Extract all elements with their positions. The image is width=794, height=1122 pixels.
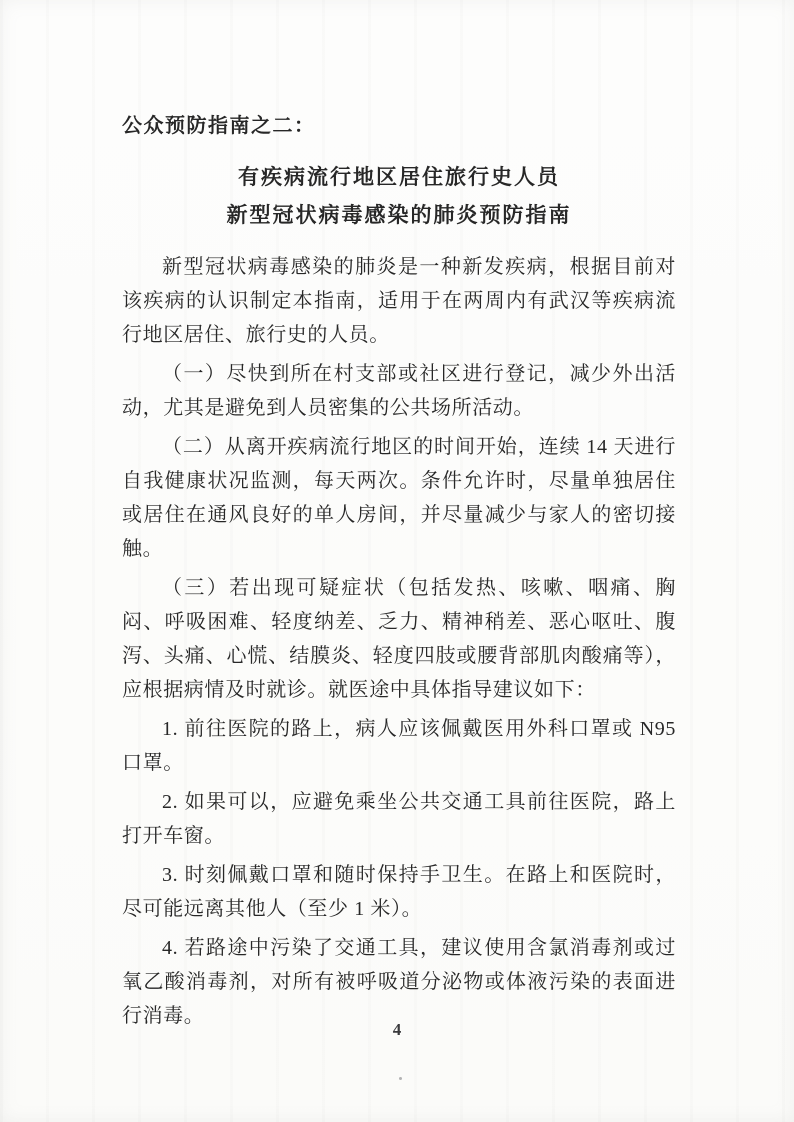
paragraph-advice-3: 3. 时刻佩戴口罩和随时保持手卫生。在路上和医院时，尽可能远离其他人（至少 1 米）。 [122,864,676,920]
page-number: 4 [392,1020,402,1039]
title-line-2: 新型冠状病毒感染的肺炎预防指南 [226,203,572,227]
paragraph-advice-1: 1. 前往医院的路上，病人应该佩戴医用外科口罩或 N95 口罩。 [122,718,676,774]
paragraph-advice-2: 2. 如果可以，应避免乘坐公共交通工具前往医院，路上打开车窗。 [122,791,676,847]
paragraph-advice-4: 4. 若路途中污染了交通工具，建议使用含氯消毒剂或过氧乙酸消毒剂，对所有被呼吸道分泌物或体液污染的表面进行消毒。 [122,937,676,1027]
document-content [122,112,676,1038]
paragraph-item-2: （二）从离开疾病流行地区的时间开始，连续 14 天进行自我健康状况监测，每天两次。条件允许时，尽量单独居住或居住在通风良好的单人房间，并尽量减少与家人的密切接触。 [122,436,676,560]
paragraph-intro: 新型冠状病毒感染的肺炎是一种新发疾病，根据目前对该疾病的认识制定本指南，适用于在两周内有武汉等疾病流行地区居住、旅行史的人员。 [122,256,676,346]
document-title [122,158,676,234]
title-line-1: 有疾病流行地区居住旅行史人员 [238,165,560,189]
guide-series-kicker: 公众预防指南之二： [122,115,316,137]
document-body [122,250,676,1033]
paragraph-item-3: （三）若出现可疑症状（包括发热、咳嗽、咽痛、胸闷、呼吸困难、轻度纳差、乏力、精神稍差、恶心呕吐、腹泻、头痛、心慌、结膜炎、轻度四肢或腰背部肌肉酸痛等），应根据病情及时就诊。就医途中具体指导建议如下： [122,577,676,701]
scan-artifact-speck [399,1077,402,1080]
paragraph-item-1: （一）尽快到所在村支部或社区进行登记，减少外出活动，尤其是避免到人员密集的公共场所活动。 [122,363,676,419]
